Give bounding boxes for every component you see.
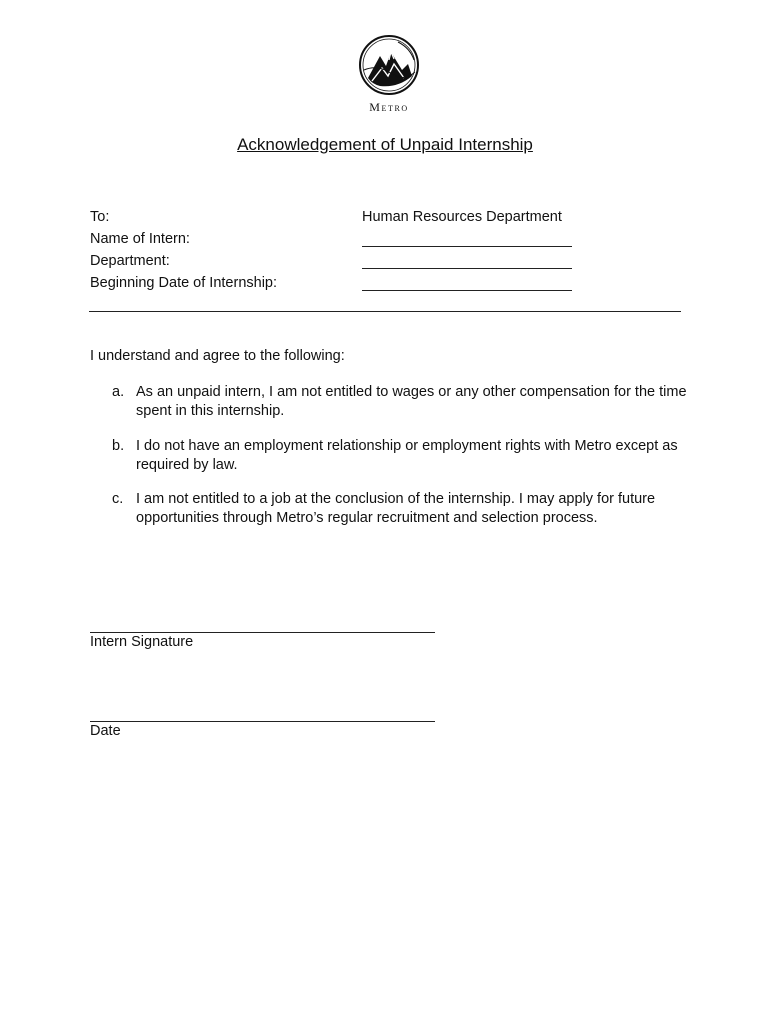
field-value-to: Human Resources Department [362,209,562,225]
clause-letter: b. [112,438,125,454]
intern-name-field[interactable] [362,231,572,247]
department-field[interactable] [362,253,572,269]
clause-item-b [112,437,692,477]
section-divider [89,311,681,312]
date-label: Date [90,723,121,739]
intern-signature-label: Intern Signature [90,634,194,650]
clause-letter: a. [112,384,125,400]
clause-text: I am not entitled to a job at the conclusion of the internship. I may apply for future opportunities through Metro’s regular recruitment and selection process. [136,491,656,526]
intro-text: I understand and agree to the following: [90,348,345,364]
clause-letter: c. [112,491,124,507]
field-label-beginning-date: Beginning Date of Internship: [90,275,278,291]
metro-seal-mountain-icon [358,34,420,96]
metro-logo-icon [358,34,420,96]
field-label-intern-name: Name of Intern: [90,231,190,247]
clause-item-c [112,490,692,530]
intern-signature-field[interactable] [90,618,435,633]
document-title: Acknowledgement of Unpaid Internship [237,135,533,154]
field-label-department: Department: [90,253,170,269]
date-field[interactable] [90,707,435,722]
clause-item-a [112,383,692,423]
clause-text: As an unpaid intern, I am not entitled to wages or any other compensation for the time spent in this internship. [136,384,687,419]
beginning-date-field[interactable] [362,275,572,291]
field-label-to: To: [90,209,110,225]
clause-text: I do not have an employment relationship or employment rights with Metro except as required by law. [136,438,678,473]
logo-wordmark: Metro [369,100,409,114]
